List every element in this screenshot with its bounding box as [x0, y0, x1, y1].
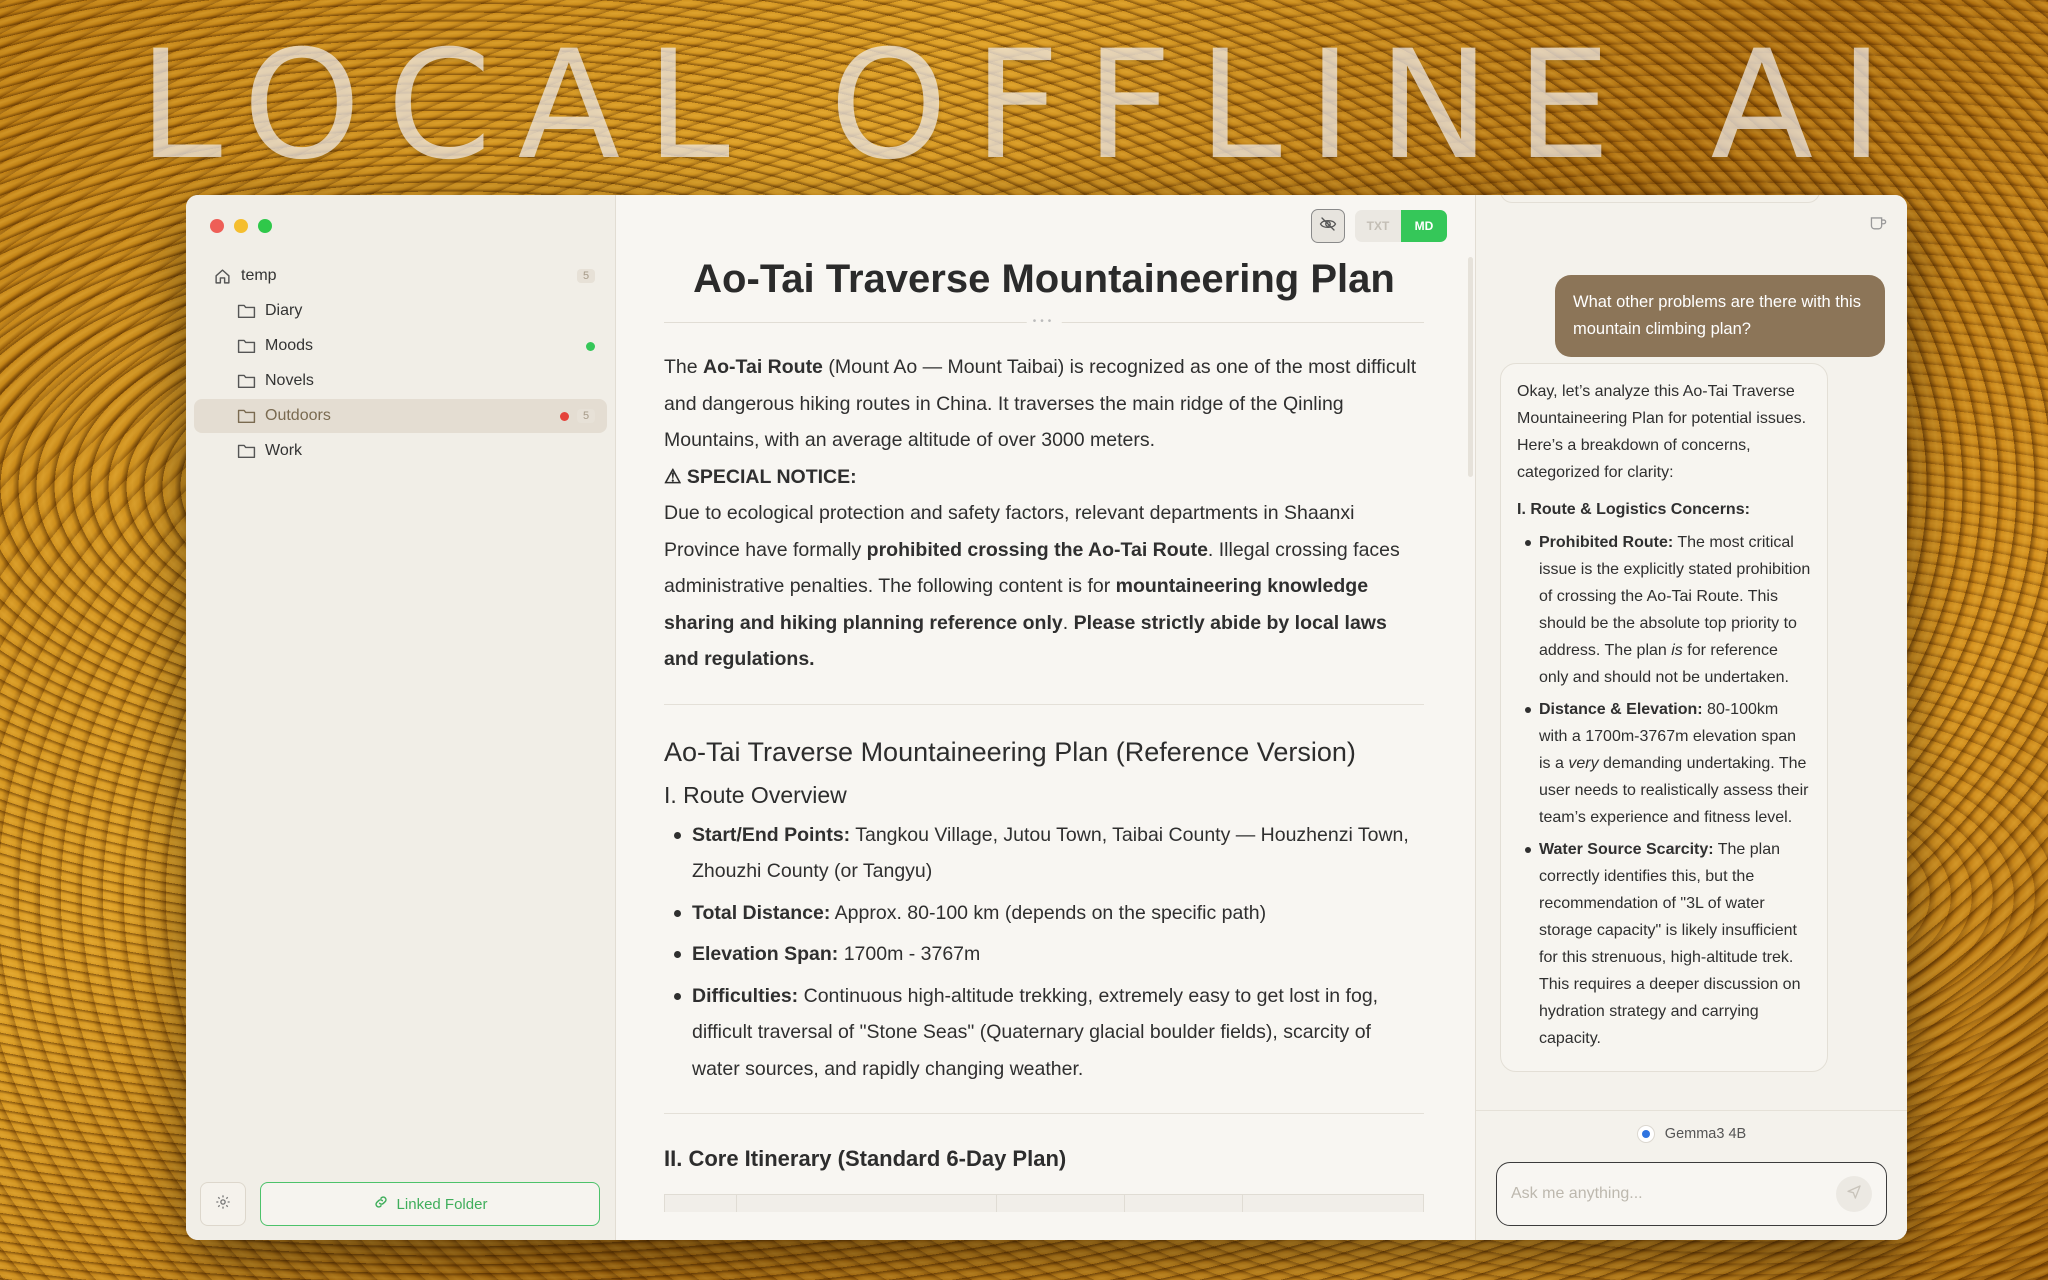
format-toggle [1355, 210, 1447, 242]
settings-button[interactable] [200, 1182, 246, 1226]
sidebar-item-label: Moods [265, 337, 314, 354]
list-item: Total Distance: Approx. 80-100 km (depends on the specific path) [692, 895, 1424, 932]
sidebar-item-temp[interactable] [194, 259, 607, 293]
itinerary-table [664, 1194, 1424, 1212]
document-title: Ao-Tai Traverse Mountaineering Plan [693, 257, 1395, 301]
route-overview-heading: I. Route Overview [664, 781, 847, 808]
sidebar-item-diary[interactable] [194, 294, 607, 328]
ai-chat-panel [1476, 195, 1907, 1240]
item-count-badge: 5 [577, 409, 595, 423]
user-message-bubble: What other problems are there with this mountain climbing plan? [1555, 275, 1885, 357]
route-overview-list [664, 817, 1424, 1088]
app-window [186, 195, 1907, 1240]
title-divider: ••• [664, 322, 1424, 323]
markdown-editor [616, 195, 1476, 1240]
plan-heading: Ao-Tai Traverse Mountaineering Plan (Reference Version) [664, 736, 1356, 767]
zoom-window-button[interactable] [258, 219, 272, 233]
txt-mode-button[interactable]: TXT [1366, 219, 1390, 233]
folder-icon [236, 372, 256, 390]
previous-message-edge [1500, 195, 1820, 203]
list-item: Distance & Elevation: 80-100km with a 1700m-3767m elevation span is a very demanding undertaking. The user needs to realistically assess their team’s experience and fitness level. [1539, 696, 1811, 831]
model-selector[interactable] [1476, 1125, 1907, 1143]
model-status-icon [1637, 1125, 1655, 1143]
eye-off-icon [1319, 215, 1337, 238]
editor-scrollbar[interactable] [1468, 257, 1473, 477]
sidebar-item-label: Work [265, 442, 303, 459]
list-item: Difficulties: Continuous high-altitude trekking, extremely easy to get lost in fog, difficult traversal of "Stone Seas" (Quaternary glacial boulder fields), scarcity of water sources, and rapidly changing weather. [692, 978, 1424, 1088]
section-divider [664, 704, 1424, 705]
notice-heading: ⚠ SPECIAL NOTICE: [664, 465, 857, 488]
sidebar-item-novels[interactable] [194, 364, 607, 398]
sidebar-item-work[interactable] [194, 434, 607, 468]
folder-icon [236, 442, 256, 460]
minimize-window-button[interactable] [234, 219, 248, 233]
folder-icon [236, 337, 256, 355]
folder-icon [236, 302, 256, 320]
gear-icon [215, 1194, 231, 1215]
send-button[interactable] [1836, 1176, 1872, 1212]
hero-title: LOCAL OFFLINE AI [138, 19, 1910, 193]
notice-paragraph: Due to ecological protection and safety factors, relevant departments in Shaanxi Province have formally prohibited crossing the Ao-Tai Route. Illegal crossing faces administrative penalties. The following content is for mountaineering knowledge sharing and hiking planning reference only. Please strictly abide by local laws and regulations. [664, 502, 1400, 670]
ai-message-bubble [1500, 363, 1828, 1072]
preview-toggle-button[interactable] [1311, 209, 1345, 243]
sidebar-item-label: Outdoors [265, 407, 331, 424]
editor-toolbar [1311, 209, 1447, 243]
sidebar-item-outdoors[interactable] [194, 399, 607, 433]
sidebar-item-label: Novels [265, 372, 314, 389]
folder-icon [236, 407, 256, 425]
chat-footer [1476, 1110, 1907, 1240]
home-icon [212, 267, 232, 285]
sidebar-item-label: Diary [265, 302, 303, 319]
link-icon [373, 1194, 389, 1214]
list-item: Prohibited Route: The most critical issue is the explicitly stated prohibition of crossing the Ao-Tai Route. This should be the absolute top priority to address. The plan is for reference only and should not be undertaken. [1539, 529, 1811, 691]
list-item: Elevation Span: 1700m - 3767m [692, 936, 1424, 973]
sidebar [186, 195, 616, 1240]
chat-input-box [1496, 1162, 1887, 1226]
sidebar-footer [200, 1182, 600, 1226]
item-count-badge: 5 [577, 269, 595, 283]
model-name: Gemma3 4B [1664, 1126, 1747, 1142]
ai-section-heading: I. Route & Logistics Concerns: [1517, 501, 1750, 518]
status-dot-red [560, 412, 569, 421]
chat-messages[interactable] [1494, 195, 1885, 1110]
intro-paragraph: The Ao-Tai Route (Mount Ao — Mount Taibai) is recognized as one of the most difficult and dangerous hiking routes in China. It traverses the main ridge of the Qinling Mountains, with an average altitude of over 3000 meters. [664, 356, 1417, 451]
sidebar-item-moods[interactable] [194, 329, 607, 363]
document-content[interactable] [664, 257, 1424, 1240]
linked-folder-label: Linked Folder [396, 1195, 488, 1213]
list-item: Water Source Scarcity: The plan correctly identifies this, but the recommendation of "3L of water storage capacity" is likely insufficient for this strenuous, high-altitude trek. This requires a deeper discussion on hydration strategy and carrying capacity. [1539, 836, 1811, 1052]
folder-tree [194, 259, 607, 469]
ai-points-list [1517, 529, 1811, 1052]
status-dot-green [586, 342, 595, 351]
chat-input[interactable] [1511, 1185, 1836, 1203]
linked-folder-button[interactable] [260, 1182, 600, 1226]
send-icon [1846, 1184, 1862, 1205]
core-itinerary-heading: II. Core Itinerary (Standard 6-Day Plan) [664, 1146, 1067, 1171]
sidebar-item-label: temp [241, 267, 277, 284]
close-window-button[interactable] [210, 219, 224, 233]
section-divider [664, 1113, 1424, 1114]
list-item: Start/End Points: Tangkou Village, Jutou Town, Taibai County — Houzhenzi Town, Zhouzhi County (or Tangyu) [692, 817, 1424, 890]
window-controls [210, 219, 272, 233]
ai-intro-text: Okay, let’s analyze this Ao-Tai Traverse Mountaineering Plan for potential issues. Here’s a breakdown of concerns, categorized for clarity: [1517, 383, 1807, 481]
md-mode-button[interactable]: MD [1401, 210, 1447, 242]
